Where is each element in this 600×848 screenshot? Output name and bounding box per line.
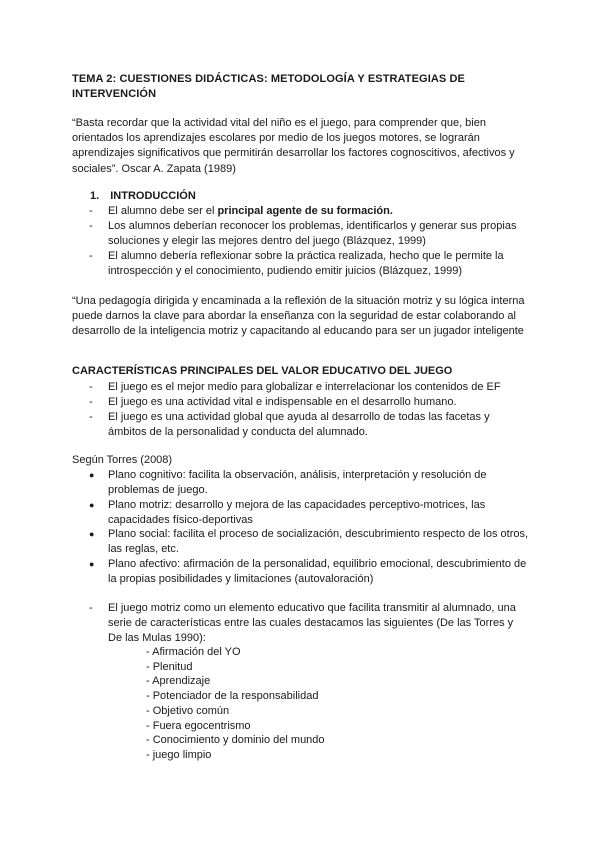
bullet-icon: ● — [89, 529, 95, 539]
dash-marker: - — [89, 205, 93, 217]
torres-intro: Según Torres (2008) — [72, 454, 173, 466]
plano-item — [90, 557, 530, 587]
dash-marker: - — [89, 396, 93, 408]
sub-item: - Conocimiento y dominio del mundo — [146, 734, 325, 746]
item-text: El juego motriz como un elemento educativo que facilita transmitir al alumnado, una serie de características entre las cuales destacamos las siguientes (De las Torres y De las Mulas 1990): — [108, 602, 516, 645]
sub-item: - juego limpio — [146, 749, 212, 761]
juego-motriz-item — [90, 601, 530, 647]
caracteristica-item — [90, 380, 530, 395]
caracteristica-item — [90, 395, 530, 410]
sub-item: - Objetivo común — [146, 705, 230, 717]
opening-quote: “Basta recordar que la actividad vital del niño es el juego, para comprender que, bien orientados los aprendizajes escolares por medio de los juegos motores, se lograrán aprendizajes significativos que permitirán desarrollar los factores cognoscitivos, afectivos y sociales”. Oscar A. Zapata (1989) — [72, 117, 515, 175]
plano-item — [90, 498, 530, 528]
title-line-2: INTERVENCIÓN — [72, 88, 157, 100]
section-number: 1. — [90, 190, 100, 202]
title-line-1: TEMA 2: CUESTIONES DIDÁCTICAS: METODOLOGÍA Y ESTRATEGIAS DE — [72, 73, 465, 85]
caracteristica-item — [90, 410, 530, 440]
dash-marker: - — [89, 220, 93, 232]
dash-marker: - — [89, 411, 93, 423]
item-text: El juego es una actividad vital e indispensable en el desarrollo humano. — [108, 396, 457, 408]
item-text: El alumno debería reflexionar sobre la práctica realizada, hecho que le permite la introspección y el conocimiento, pudiendo emitir juicios (Blázquez, 1999) — [108, 250, 504, 278]
dash-marker: - — [89, 250, 93, 262]
plano-item — [90, 527, 530, 557]
bullet-icon: ● — [89, 559, 95, 569]
intro-item — [90, 249, 530, 279]
sub-item: - Fuera egocentrismo — [146, 720, 251, 732]
item-text: Plano motriz: desarrollo y mejora de las capacidades perceptivo-motrices, las capacidades físico-deportivas — [108, 499, 486, 527]
item-text: Plano social: facilita el proceso de socialización, descubrimiento respecto de los otros, las reglas, etc. — [108, 528, 529, 556]
section-intro-heading — [90, 189, 196, 204]
item-text: Plano cognitivo: facilita la observación, análisis, interpretación y resolución de problemas de juego. — [108, 469, 487, 497]
item-text: El juego es una actividad global que ayuda al desarrollo de todas las facetas y ámbitos de la personalidad y conducta del alumnado. — [108, 411, 490, 439]
item-text: El juego es el mejor medio para globalizar e interrelacionar los contenidos de EF — [108, 381, 501, 393]
bullet-icon: ● — [89, 470, 95, 480]
bullet-icon: ● — [89, 500, 95, 510]
plano-item — [90, 468, 530, 498]
item-text: El alumno debe ser el — [108, 205, 218, 217]
sub-item: - Afirmación del YO — [146, 646, 241, 658]
item-text: Los alumnos deberían reconocer los problemas, identificarlos y generar sus propias soluciones y elegir las mejores dentro del juego (Blázquez, 1999) — [108, 220, 517, 248]
sub-item: - Aprendizaje — [146, 675, 211, 687]
sub-item: - Potenciador de la responsabilidad — [146, 690, 319, 702]
dash-marker: - — [89, 602, 93, 614]
intro-item — [90, 219, 530, 249]
item-bold-text: principal agente de su formación. — [217, 205, 393, 217]
section-caracteristicas-heading: CARACTERÍSTICAS PRINCIPALES DEL VALOR EDUCATIVO DEL JUEGO — [72, 365, 453, 377]
pedagogy-quote: “Una pedagogía dirigida y encaminada a la reflexión de la situación motriz y su lógica interna puede darnos la clave para abordar la enseñanza con la seguridad de estar colaborando al desarrollo de la inteligencia motriz y capacitando al educando para ser un jugador inteligente — [72, 295, 525, 338]
item-text: Plano afectivo: afirmación de la personalidad, equilibrio emocional, descubrimiento de la propias posibilidades y limitaciones (autovaloración) — [108, 558, 527, 586]
section-heading-text: INTRODUCCIÓN — [110, 190, 196, 202]
dash-marker: - — [89, 381, 93, 393]
document-title — [72, 72, 542, 102]
sub-item: - Plenitud — [146, 661, 193, 673]
intro-item — [90, 204, 530, 219]
